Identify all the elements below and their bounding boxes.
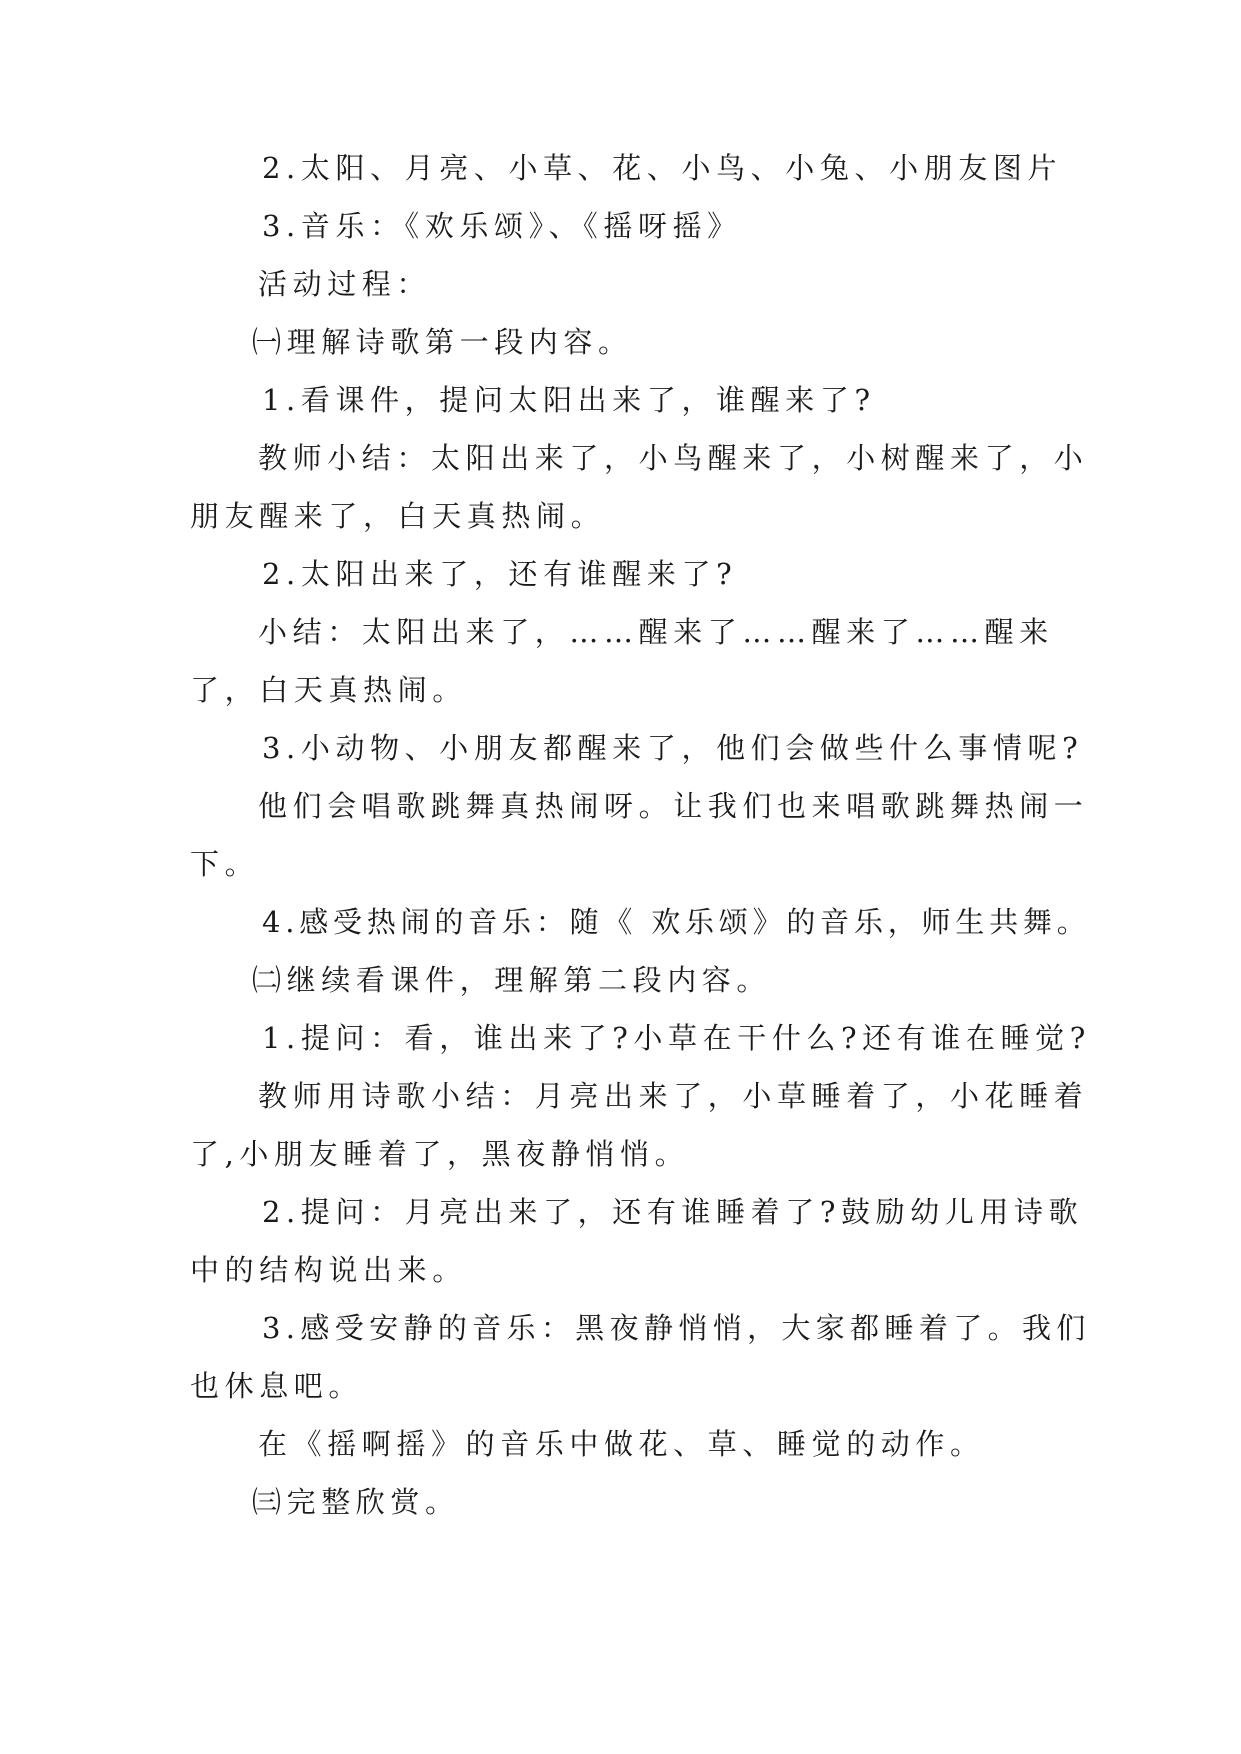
paragraph: 了，白天真热闹。	[190, 673, 467, 707]
part-2-heading: ㈡继续看课件，理解第二段内容。	[252, 963, 772, 997]
section-heading: 活动过程：	[258, 267, 432, 301]
paragraph: 朋友醒来了，白天真热闹。	[190, 499, 606, 533]
paragraph: 2.太阳出来了，还有谁醒来了?	[262, 557, 738, 591]
paragraph: 2.提问：月亮出来了，还有谁睡着了?鼓励幼儿用诗歌	[262, 1195, 1084, 1229]
materials-item-3: 3.音乐：《欢乐颂》、《摇呀摇》	[262, 209, 742, 243]
paragraph: 在《摇啊摇》的音乐中做花、草、睡觉的动作。	[258, 1427, 985, 1461]
paragraph: 小结：太阳出来了，……醒来了……醒来了……醒来	[258, 615, 1054, 649]
paragraph: 3.小动物、小朋友都醒来了，他们会做些什么事情呢?	[262, 731, 1084, 765]
paragraph: 也休息吧。	[190, 1369, 364, 1403]
paragraph: 他们会唱歌跳舞真热闹呀。让我们也来唱歌跳舞热闹一	[258, 789, 1089, 823]
paragraph: 1.提问：看，谁出来了?小草在干什么?还有谁在睡觉?	[262, 1021, 1091, 1055]
materials-item-2: 2.太阳、月亮、小草、花、小鸟、小兔、小朋友图片	[262, 151, 1063, 185]
part-1-heading: ㈠理解诗歌第一段内容。	[252, 325, 633, 359]
paragraph: 下。	[190, 847, 260, 881]
paragraph: 教师用诗歌小结：月亮出来了，小草睡着了，小花睡着	[258, 1079, 1089, 1113]
paragraph: 了,小朋友睡着了，黑夜静悄悄。	[190, 1137, 690, 1171]
part-3-heading: ㈢完整欣赏。	[252, 1485, 460, 1519]
paragraph: 3.感受安静的音乐：黑夜静悄悄，大家都睡着了。我们	[262, 1311, 1091, 1345]
paragraph: 1.看课件，提问太阳出来了，谁醒来了?	[262, 383, 876, 417]
paragraph: 教师小结：太阳出来了，小鸟醒来了，小树醒来了，小	[258, 441, 1089, 475]
paragraph: 4.感受热闹的音乐：随《 欢乐颂》的音乐，师生共舞。	[262, 905, 1091, 939]
paragraph: 中的结构说出来。	[190, 1253, 467, 1287]
